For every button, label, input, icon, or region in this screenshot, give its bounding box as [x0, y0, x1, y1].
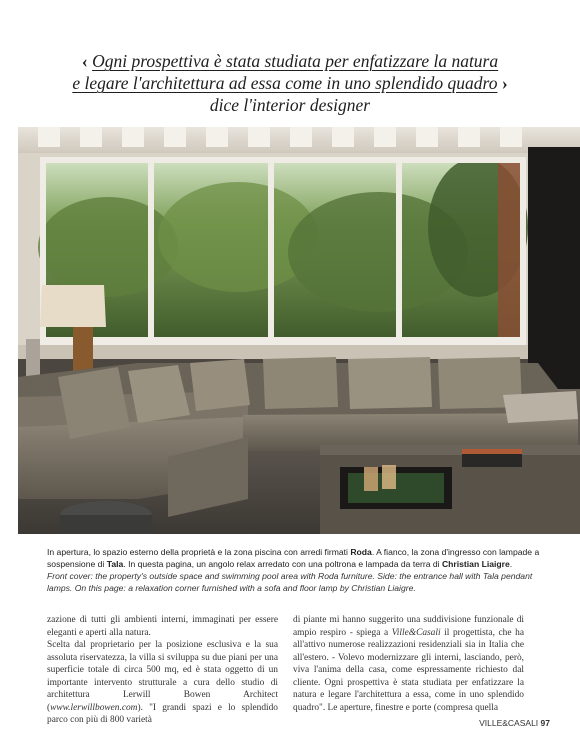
- caption-italian: In apertura, lo spazio esterno della proprietà e la zona piscina con arredi firmati Roda. A fianco, la zona d'ingresso con lampade a sospensione di Tala. In questa pagina, un angolo relax arredato con una poltrona e lampada da terra di Christian Liaigre.: [47, 547, 540, 569]
- article-column-right: [293, 614, 524, 714]
- caption-brand-roda: Roda: [350, 547, 372, 557]
- caption-brand-tala: Tala: [106, 559, 124, 569]
- page-folio: [479, 718, 550, 728]
- interior-photo-illustration: [18, 127, 580, 534]
- pull-quote-attribution: dice l'interior designer: [209, 95, 371, 115]
- pull-quote-line-1: [40, 50, 540, 72]
- pull-quote-text-2: e legare l'architettura ad essa come in uno splendido quadro: [72, 73, 498, 93]
- article-column-left: [47, 614, 278, 727]
- article-paragraph: Scelta dal proprietario per la posizione esclusiva e la sua assoluta riservatezza, la villa si sviluppa su due piani per una superficie totale di circa 500 mq, ed è stata oggetto di un importante intervento strutturale a cura dello studio di architettura Lerwill Bowen Architect (www.lerwillbowen.com). "I grandi spazi e lo splendido parco con più di 800 varietà: [47, 640, 278, 725]
- open-guillemet: ‹: [81, 51, 88, 71]
- interior-photo: [18, 127, 580, 534]
- caption-brand-liaigre: Christian Liaigre: [441, 559, 510, 569]
- pull-quote: [40, 50, 540, 116]
- architect-website-link[interactable]: www.lerwillbowen.com: [50, 702, 138, 713]
- photo-caption: [47, 546, 547, 594]
- pull-quote-text-1: Ogni prospettiva è stata studiata per enfatizzare la natura: [92, 51, 499, 71]
- caption-english: Front cover: the property's outside space and swimming pool area with Roda furniture. Side: the entrance hall with Tala pendant lamps. On this page: a relaxation corner furnished with a sofa and floor lamp by Christian Liaigre.: [47, 571, 533, 593]
- close-guillemet: ›: [501, 73, 508, 93]
- page-number: 97: [540, 718, 550, 728]
- folio-magazine: VILLE&CASALI: [479, 718, 539, 728]
- magazine-name-inline: Ville&Casali: [391, 627, 441, 638]
- article-body: [47, 614, 537, 725]
- pull-quote-line-2: [40, 72, 540, 94]
- article-paragraph: di piante mi hanno suggerito una suddivisione funzionale di ampio respiro - spiega a Ville&Casali il progettista, che ha all'attivo numerose realizzazioni residenziali sia in Italia che all'estero. - Volevo modernizzare gli interni, lasciando, però, viva l'anima della casa, come espressamente richiesto dal cliente. Ogni prospettiva è stata studiata per enfatizzare la natura e legare l'architettura a essa, come in uno splendido quadro". Le aperture, finestre e porte (compresa quella: [293, 615, 524, 713]
- article-paragraph: zazione di tutti gli ambienti interni, immaginati per essere eleganti e aperti alla natura.: [47, 615, 278, 638]
